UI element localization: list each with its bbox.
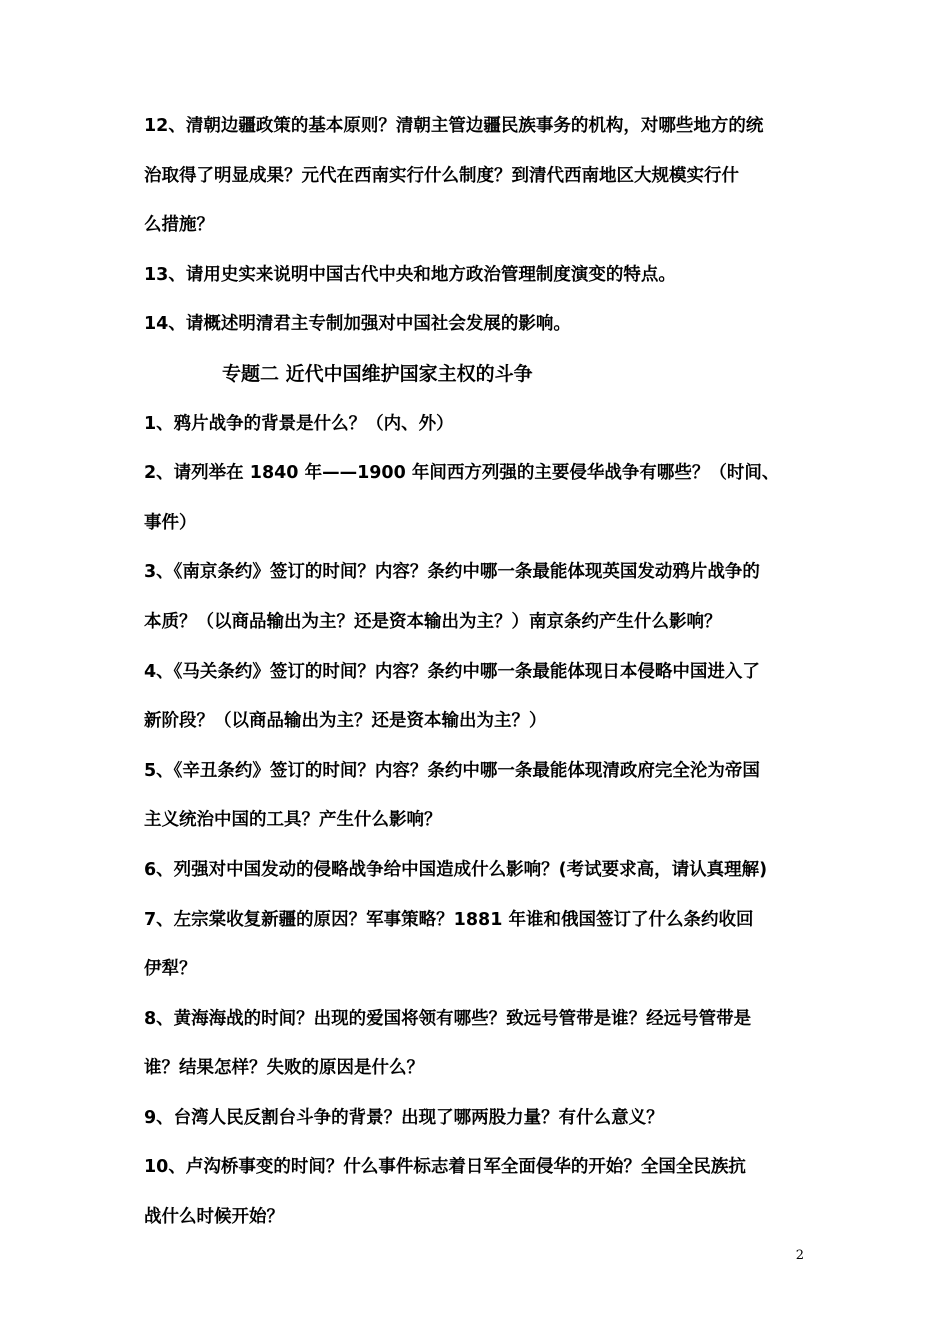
page-content bbox=[144, 102, 808, 1243]
question-10-line-2: 战什么时候开始？ bbox=[144, 1207, 284, 1228]
question-12-line-2: 治取得了明显成果？元代在西南实行什么制度？到清代西南地区大规模实行什 bbox=[144, 165, 739, 186]
question-9: 9、台湾人民反割台斗争的背景？出现了哪两股力量？有什么意义？ bbox=[144, 1107, 664, 1128]
question-2-line-1: 2、请列举在 1840 年——1900 年间西方列强的主要侵华战争有哪些？（时间、 bbox=[144, 463, 780, 484]
question-5-line-1: 5、《辛丑条约》签订的时间？内容？条约中哪一条最能体现清政府完全沦为帝国 bbox=[144, 760, 760, 781]
question-1: 1、鸦片战争的背景是什么？（内、外） bbox=[144, 413, 454, 434]
question-6: 6、列强对中国发动的侵略战争给中国造成什么影响？(考试要求高，请认真理解) bbox=[144, 859, 768, 880]
question-12-line-3: 么措施？ bbox=[144, 215, 214, 236]
question-8-line-1: 8、黄海海战的时间？出现的爱国将领有哪些？致远号管带是谁？经远号管带是 bbox=[144, 1008, 752, 1029]
page-number: 2 bbox=[795, 1248, 804, 1263]
question-13: 13、请用史实来说明中国古代中央和地方政治管理制度演变的特点。 bbox=[144, 264, 676, 285]
question-4-line-2: 新阶段？（以商品输出为主？还是资本输出为主？） bbox=[144, 711, 547, 732]
question-10-line-1: 10、卢沟桥事变的时间？什么事件标志着日军全面侵华的开始？全国全民族抗 bbox=[144, 1157, 746, 1178]
question-14: 14、请概述明清君主专制加强对中国社会发展的影响。 bbox=[144, 314, 571, 335]
question-5-line-2: 主义统治中国的工具？产生什么影响？ bbox=[144, 810, 442, 831]
question-7-line-1: 7、左宗棠收复新疆的原因？军事策略？1881 年谁和俄国签订了什么条约收回 bbox=[144, 909, 754, 930]
question-7-line-2: 伊犁？ bbox=[144, 959, 197, 980]
question-4-line-1: 4、《马关条约》签订的时间？内容？条约中哪一条最能体现日本侵略中国进入了 bbox=[144, 661, 760, 682]
question-12-line-1: 12、清朝边疆政策的基本原则？清朝主管边疆民族事务的机构，对哪些地方的统 bbox=[144, 116, 764, 136]
section-heading: 专题二 近代中国维护国家主权的斗争 bbox=[222, 362, 533, 385]
question-3-line-1: 3、《南京条约》签订的时间？内容？条约中哪一条最能体现英国发动鸦片战争的 bbox=[144, 562, 760, 583]
question-8-line-2: 谁？结果怎样？失败的原因是什么？ bbox=[144, 1058, 424, 1079]
question-3-line-2: 本质？（以商品输出为主？还是资本输出为主？）南京条约产生什么影响？ bbox=[144, 611, 722, 632]
question-2-line-2: 事件） bbox=[144, 512, 197, 533]
